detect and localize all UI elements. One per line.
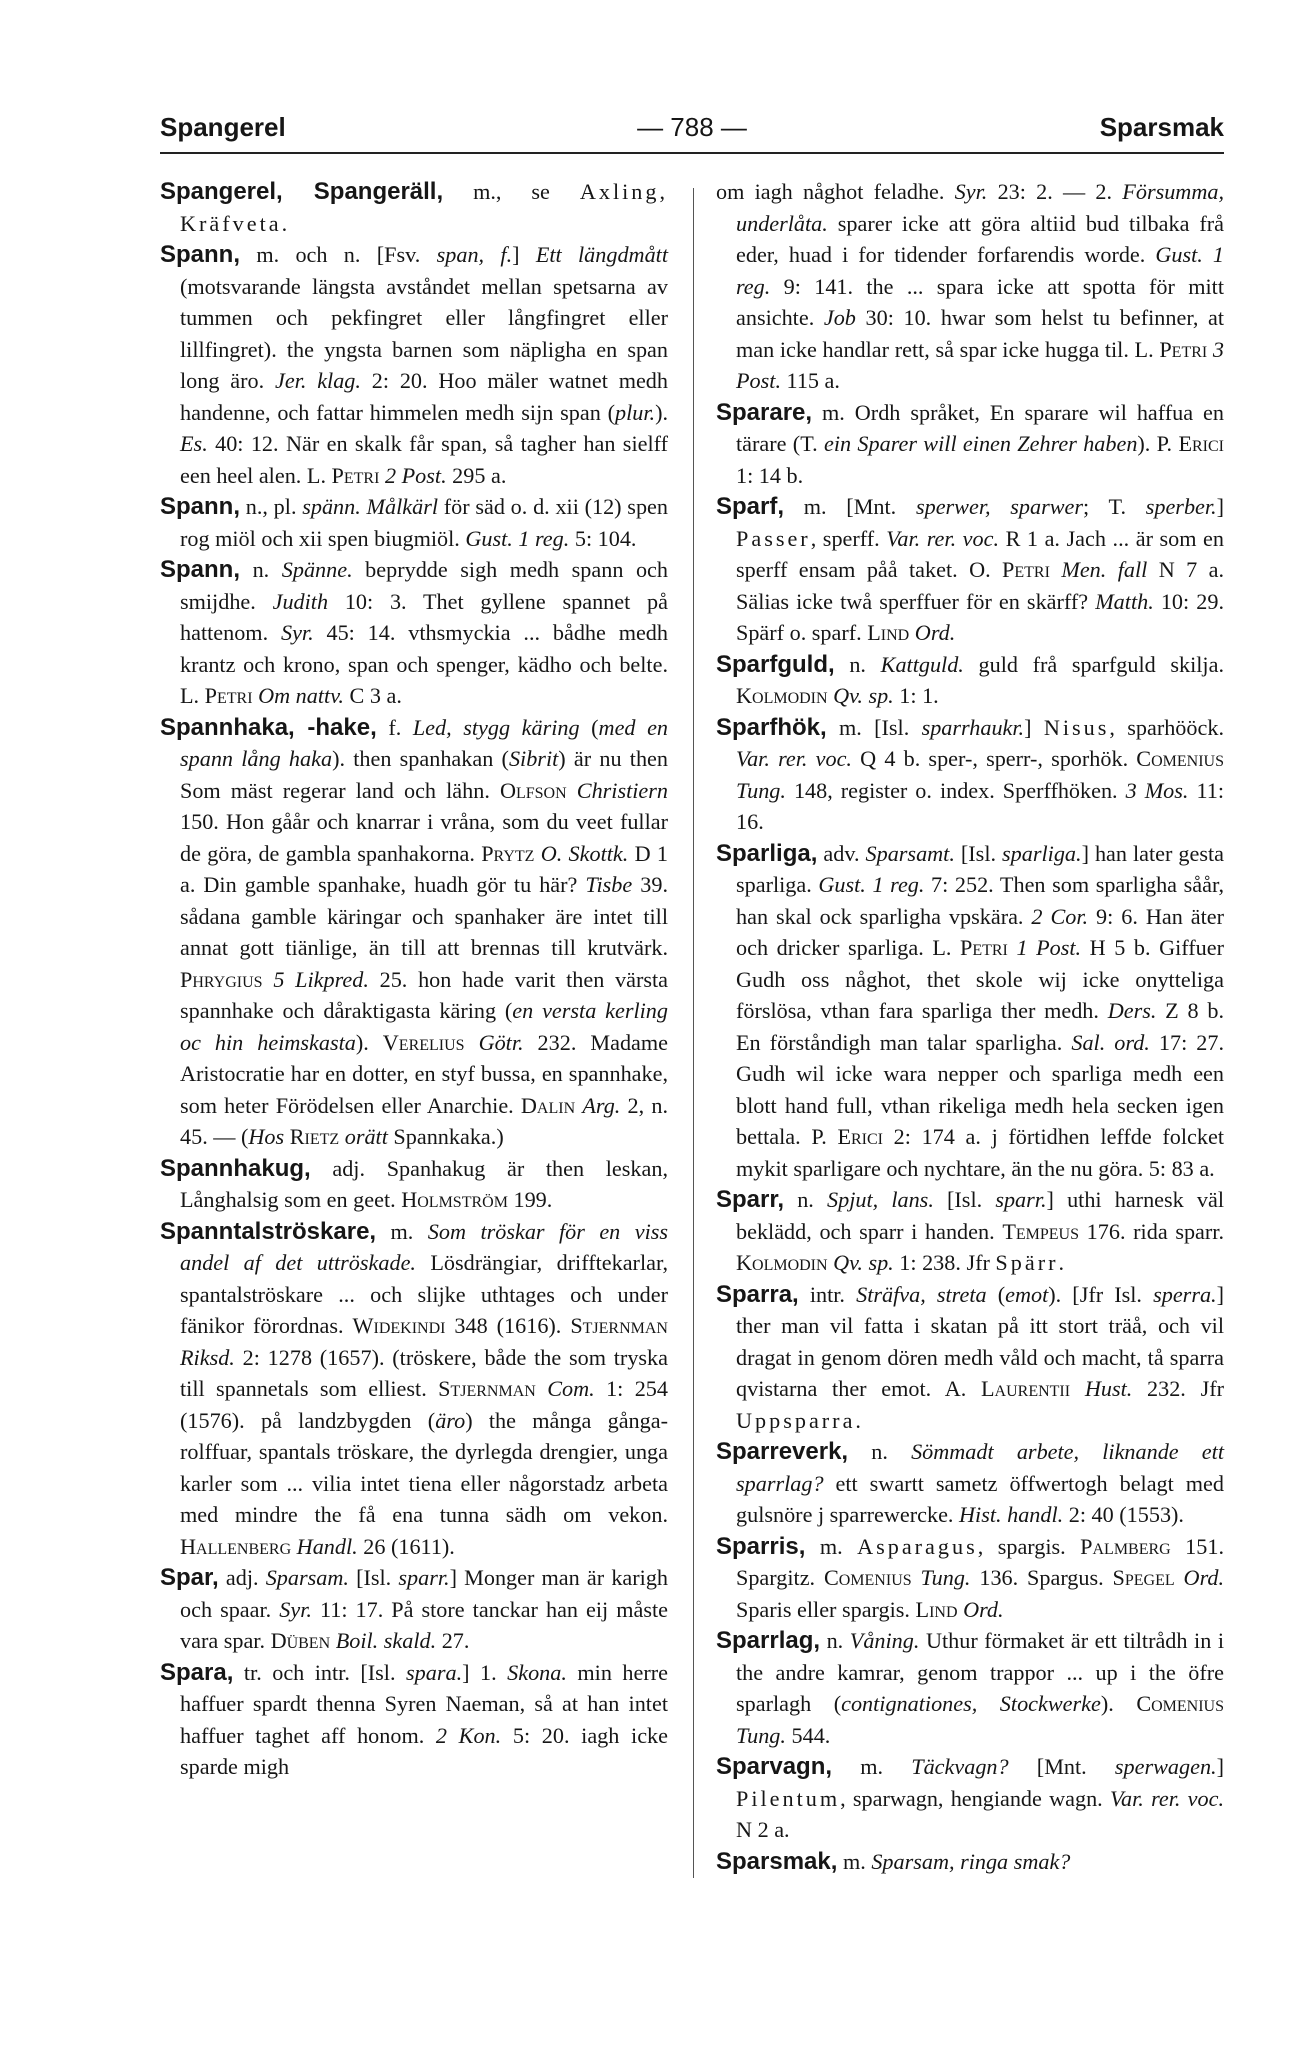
entry-text: . (1058, 1250, 1065, 1275)
entry-text: äro (435, 1407, 466, 1433)
dictionary-entry (716, 1279, 1224, 1437)
entry-text: Om nattv. (258, 683, 344, 708)
dictionary-entry (716, 1531, 1224, 1626)
entry-text: Spärr (995, 1250, 1059, 1275)
entry-text: Lind (915, 1596, 958, 1622)
entry-text: Handl. (296, 1533, 358, 1559)
entry-text: Comenius (1136, 746, 1224, 771)
entry-text: min herre haffuer spardt thenna Syren Naeman, så at han intet haffuer taghet aff honom. (180, 1659, 668, 1748)
entry-text: 2: 1278 (1657). (tröskere, både the som tryska till spannetals som elliest. (180, 1344, 668, 1401)
entry-text: 10: 29. Spärf o. sparf. (736, 588, 1224, 645)
entry-headword: Sparreverk, (716, 1438, 849, 1465)
entry-text: 3 Mos. (1125, 777, 1189, 803)
entry-text: 150. Hon gåår och knarrar i vråna, som du veet fullar de göra, de gambla spanhakorna. (180, 809, 668, 866)
entry-text: Men. fall (1061, 557, 1148, 582)
entry-text: Tung. (736, 1722, 786, 1748)
entry-headword: Sparsmak, (716, 1847, 838, 1875)
entry-text: [Isl. (933, 1187, 996, 1212)
entry-text: m., se (443, 179, 580, 204)
entry-text: . (855, 1407, 861, 1433)
entry-text: Petri (331, 462, 380, 488)
entry-text: med en spann lång haka (180, 714, 669, 771)
entry-text: n. (820, 1628, 850, 1653)
entry-text: Stjernman (570, 1313, 668, 1338)
entry-text (263, 967, 274, 992)
entry-text: sparr. (995, 1187, 1047, 1212)
entry-text: Gust. 1 reg. (818, 872, 925, 897)
dictionary-entry (716, 491, 1224, 649)
dictionary-entry (716, 1184, 1224, 1279)
entry-text: . (281, 210, 288, 236)
entry-headword: Sparliga, (716, 839, 818, 867)
dictionary-entry (160, 554, 668, 712)
entry-text: Ord. (1183, 1565, 1225, 1590)
entry-text: m. (837, 1848, 872, 1874)
entry-text: Dalin (520, 1092, 576, 1118)
dictionary-entry (716, 176, 1224, 397)
entry-text: m. Ordh språket, En sparare wil haffua en tärare (T. (736, 399, 1224, 456)
entry-text: Erici (1178, 431, 1224, 456)
entry-text: Försumma, underlåta. (736, 179, 1224, 236)
entry-text: 7: 252. Then som sparligha såår, han skal ock sparligha vpskära. (736, 872, 1225, 929)
entry-text: Matth. (1095, 588, 1154, 614)
entry-text: Tempeus (1002, 1218, 1079, 1244)
entry-text (912, 1565, 921, 1590)
entry-text: ( (986, 1281, 1006, 1307)
entry-text: 176. rida sparr. (1079, 1218, 1225, 1244)
entry-text: [Isl. (348, 1565, 399, 1590)
entry-text: Jer. klag. (274, 368, 361, 393)
entry-text: 5: 104. (569, 525, 637, 551)
entry-text: 27. (436, 1628, 470, 1653)
right-column (716, 176, 1224, 1877)
entry-text: Kolmodin (736, 1250, 828, 1275)
left-column (160, 176, 668, 1783)
entry-text: Sträfva, streta (856, 1281, 987, 1307)
entry-text: 2: 40 (1553). (1063, 1502, 1184, 1527)
entry-headword: Spannhakug, (160, 1154, 311, 1182)
entry-text: Var. rer. voc. (886, 525, 1000, 551)
entry-headword: Sparr, (716, 1186, 785, 1213)
entry-text: 5: 20. iagh icke sparde migh (180, 1722, 668, 1779)
entry-text (1175, 1565, 1184, 1590)
entry-text: C 3 a. (343, 683, 402, 708)
entry-text: 3 Post. (736, 336, 1225, 393)
entry-text: 199. (507, 1187, 553, 1212)
entry-text: spara. (406, 1659, 463, 1685)
entry-text: Som tröskar för en viss andel af det uttröskade. (180, 1218, 668, 1275)
entry-text: Passer (736, 525, 811, 551)
entry-text: R 1 a. Jach ... är som en sperff ensam påå taket. O. (736, 525, 1225, 582)
entry-text: ) the många gånga-rolffuar, spantals tröskare, the dyrlegda drengier, unga karler som ... vilia intet tiena eller någorstadz arbeta med mindre the få ena tunna sädh om vekon. (180, 1407, 668, 1527)
entry-text: Es. (180, 431, 208, 456)
entry-text: ett swartt sametz öffwertogh belagt med gulsnöre j sparrewercke. (736, 1470, 1224, 1527)
entry-text: Uppsparra (736, 1407, 856, 1433)
entry-text: Sparsamt. (865, 840, 955, 866)
entry-text: 2 Kon. (435, 1722, 502, 1748)
entry-text: Ord. (963, 1596, 1004, 1622)
entry-text: Olfson (499, 777, 567, 803)
entry-text: intr. (798, 1281, 857, 1307)
entry-text: n. (834, 651, 881, 677)
dictionary-entry (716, 712, 1224, 838)
entry-text: ). [Jfr Isl. (1048, 1281, 1154, 1307)
entry-text: 1 Post. (1016, 935, 1082, 960)
entry-text: Spegel (1112, 1565, 1175, 1590)
entry-text: Laurentii (981, 1376, 1071, 1401)
entry-text: plur. (614, 399, 656, 425)
dictionary-entry (160, 1216, 668, 1563)
entry-text: 1: 1. (893, 683, 939, 708)
entry-text: 2 Cor. (1031, 903, 1089, 929)
entry-text: 17: 27. Gudh wil icke wara nepper och sparliga medh een blott hand full, vthan rikeliga medh hela secken igen bettala. P. (736, 1029, 1224, 1149)
dictionary-entry (716, 1625, 1224, 1751)
entry-text: sperwer, sparwer (915, 494, 1084, 519)
entry-text: 115 a. (781, 368, 840, 393)
dictionary-entry (160, 239, 668, 491)
entry-text: 39. sådana gamble käringar och spanhaker äre intet till annat gott tiänlige, än till att brennas till krutvärk. (180, 872, 668, 960)
entry-text: contignationes, Stockwerke (841, 1691, 1101, 1716)
entry-text: Qv. sp. (833, 683, 894, 708)
entry-text: sparr. (398, 1565, 450, 1590)
dictionary-entry (716, 397, 1224, 492)
entry-text: 232. Jfr (1132, 1376, 1224, 1401)
dictionary-entry (160, 176, 668, 239)
entry-text: n. (848, 1439, 912, 1464)
entry-text: 151. Spargitz. (736, 1533, 1224, 1590)
entry-text: 11: 16. (736, 777, 1224, 834)
entry-text: ). (1100, 1691, 1137, 1716)
entry-text: Led, stygg käring (412, 714, 580, 740)
entry-text: Rietz (289, 1124, 340, 1149)
entry-text: N 7 a. Sälias icke twå sperffuer för en skärff? (736, 557, 1225, 614)
entry-text: Syr. (954, 179, 988, 204)
entry-text: ] (512, 242, 536, 267)
entry-text: 2, n. 45. — ( (180, 1092, 668, 1149)
entry-text: Job (823, 305, 856, 330)
entry-text: (motsvarande längsta avståndet mellan spetsarna av tummen och pekfingret eller långfingret eller lillfingret). the yngsta barnen som näpligha en span long äro. (180, 273, 668, 393)
entry-headword: Spar, (160, 1564, 219, 1591)
entry-text: ] uthi harnesk väl beklädd, och sparr i handen. (736, 1187, 1225, 1244)
entry-text: sparer icke att göra altiid bud tilbaka frå eder, huad i for tidender forfarendis worde. (736, 210, 1224, 267)
entry-text: Hust. (1084, 1376, 1133, 1401)
entry-text: Petri (1159, 336, 1208, 362)
entry-text: Q 4 b. sper-, sperr-, sporhök. (851, 746, 1137, 771)
entry-text: 11: 17. På store tanckar han eij måste vara spar. (180, 1596, 669, 1653)
entry-text: Petri (204, 683, 253, 708)
entry-text: Syr. (280, 620, 314, 645)
entry-text: Boil. skald. (335, 1628, 437, 1653)
entry-text: Syr. (279, 1596, 312, 1622)
entry-text: O. Skottk. (540, 840, 629, 866)
entry-headword: Sparfguld, (716, 650, 835, 678)
dictionary-entry (160, 1657, 668, 1783)
entry-text: sparliga. (1002, 840, 1082, 866)
entry-text: Var. rer. voc. (1109, 1785, 1225, 1811)
entry-text: 544. (785, 1722, 831, 1748)
entry-text: 9: 6. Han äter och dricker sparliga. L. (736, 903, 1224, 960)
entry-headword: Spann, (160, 241, 241, 268)
entry-text: n. (240, 557, 282, 582)
entry-headword: Spara, (160, 1658, 234, 1686)
entry-text: Gust. 1 reg. (465, 525, 570, 551)
entry-text: Ett längdmått (535, 242, 669, 267)
header-right-guideword: Sparsmak (1099, 112, 1224, 142)
entry-text: Asparagus (857, 1533, 978, 1559)
entry-text: n. (784, 1187, 828, 1212)
entry-text: Sparsam. (265, 1565, 349, 1590)
entry-text: ] (1216, 1754, 1224, 1779)
entry-text: Våning. (849, 1628, 920, 1653)
entry-text: Qv. sp. (833, 1250, 894, 1275)
dictionary-entry (716, 1751, 1224, 1846)
entry-text: ] Monger man är karigh och spaar. (180, 1565, 669, 1622)
entry-text: ) är nu then Som mäst regerar land och lähn. (180, 746, 669, 803)
entry-text: Pilentum (736, 1785, 841, 1811)
entry-text: 348 (1616). (445, 1313, 571, 1338)
entry-text: Nisus (1043, 714, 1110, 740)
entry-headword: Sparfhök, (716, 713, 827, 741)
entry-text: ein Sparer will einen Zehrer haben (823, 431, 1138, 456)
page-header (160, 112, 1224, 152)
entry-text: ] (1024, 714, 1044, 740)
dictionary-entry (716, 1846, 1224, 1878)
entry-text (1070, 1376, 1085, 1401)
entry-headword: Sparare, (716, 398, 813, 426)
entry-text: 45: 14. vthsmyckia ... bådhe medh krantz och krono, span och spenger, kädho och belte. L. (180, 620, 668, 708)
entry-text: Erici (837, 1124, 883, 1149)
entry-text: emot (1005, 1281, 1049, 1307)
entry-text: Hist. handl. (959, 1502, 1064, 1527)
entry-text: Hos (248, 1124, 285, 1149)
entry-text: 148, register o. index. Sperffhöken. (785, 777, 1126, 803)
entry-headword: Spann, (160, 493, 241, 520)
entry-text: Phrygius (180, 966, 263, 992)
page-number: — 788 — (637, 112, 747, 142)
entry-text: Tisbe (585, 872, 633, 897)
entry-text: 1: 14 b. (736, 462, 804, 488)
entry-text: Skona. (507, 1659, 567, 1685)
entry-text: Ders. (1107, 998, 1157, 1023)
entry-text: 1: 238. Jfr (893, 1250, 996, 1275)
entry-text: Gust. 1 reg. (736, 242, 1224, 299)
entry-text: ). (655, 399, 668, 425)
entry-text: spänn. Målkärl (302, 494, 439, 519)
entry-text: om iagh någhot feladhe. (716, 179, 955, 204)
entry-text: 2 Post. (384, 462, 447, 488)
entry-text: Uthur förmaket är ett tiltrådh in i the andre kamrar, genom trappor ... up i the öfre sparlagh ( (736, 1628, 1225, 1716)
entry-text: ). then spanhakan ( (332, 746, 509, 771)
entry-text: 1: 254 (1576). på landzbygden ( (180, 1376, 668, 1433)
entry-text: Sparis eller spargis. (736, 1596, 916, 1622)
entry-text: ( (579, 714, 599, 740)
entry-text: Hallenberg (180, 1533, 292, 1559)
entry-text: Com. (547, 1376, 595, 1401)
dictionary-entry (160, 491, 668, 554)
entry-headword: Spannhaka, -hake, (160, 713, 377, 741)
entry-text: m. [Mnt. (784, 494, 916, 519)
entry-text: Spänne. (281, 557, 353, 582)
entry-text (1050, 557, 1061, 582)
entry-text: 9: 141. the ... spara icke att spotta för mitt ansichte. (736, 273, 1224, 330)
entry-text: , sparhööck. (1109, 714, 1224, 740)
entry-text: N 2 a. (736, 1817, 790, 1842)
entry-text: 40: 12. När en skalk får span, så tagher han sielff een heel alen. L. (180, 431, 668, 488)
entry-text: n., pl. (240, 494, 303, 519)
entry-text: 30: 10. hwar som helst tu befinner, at man icke handlar rett, så spar icke hugga til. L. (736, 305, 1224, 362)
entry-text: Petri (1002, 557, 1050, 582)
entry-text: 10: 3. Thet gyllene spannet på hattenom. (180, 588, 668, 645)
entry-headword: Sparra, (716, 1280, 799, 1308)
dictionary-entry (716, 1436, 1224, 1531)
dictionary-entry (716, 838, 1224, 1185)
entry-text: 5 Likpred. (273, 966, 369, 992)
entry-text: adj. (218, 1565, 266, 1590)
entry-text: Comenius (1136, 1691, 1225, 1716)
entry-headword: Sparvagn, (716, 1753, 833, 1780)
entry-text: Sparsam, ringa smak? (871, 1848, 1071, 1874)
entry-text: 25. hon hade varit then värsta spannhake och dåraktigasta käring ( (180, 966, 668, 1023)
entry-text: Spjut, lans. (827, 1187, 934, 1212)
entry-text: D 1 a. Din gamble spanhake, huadh gör tu här? (180, 840, 668, 897)
entry-headword: Sparrlag, (716, 1627, 821, 1654)
entry-text: Prytz (481, 840, 535, 866)
entry-text: [Mnt. (1008, 1754, 1115, 1779)
entry-text: Var. rer. voc. (736, 746, 852, 771)
entry-text (465, 1030, 479, 1055)
entry-text: 295 a. (446, 462, 507, 488)
entry-text: f. (376, 714, 413, 740)
entry-text: Täckvagn? (911, 1754, 1009, 1779)
entry-text: ] 1. (462, 1659, 508, 1685)
entry-text: Comenius (823, 1565, 912, 1590)
entry-text: 26 (1611). (357, 1533, 455, 1559)
entry-headword: Sparf, (716, 493, 785, 520)
entry-text: H 5 b. Giffuer Gudh oss någhot, thet skole wij icke onytteliga förslösa, vthan fara sparliga ther medh. (736, 935, 1225, 1023)
entry-text: sparrhaukr. (921, 714, 1025, 740)
entry-text: Petri (960, 935, 1008, 960)
entry-text: sperwagen. (1114, 1754, 1217, 1779)
entry-text: m. [Isl. (826, 714, 922, 740)
header-rule (160, 152, 1224, 154)
entry-text: 232. Madame Aristocratie har en dotter, en styf bussa, en spannhake, som heter Förödelsen eller Anarchie. (180, 1029, 668, 1118)
entry-text: sperra. (1153, 1281, 1217, 1307)
entry-text: Christiern (576, 777, 669, 803)
entry-text: tr. och intr. [Isl. (233, 1659, 407, 1685)
entry-headword: Sparris, (716, 1532, 806, 1560)
entry-text: , sperff. (810, 525, 887, 551)
entry-text: Stjernman (438, 1376, 536, 1401)
entry-text: 2: 20. Hoo mäler watnet medh handenne, och fattar himmelen medh sijn span ( (180, 368, 668, 425)
entry-text: Widekindi (352, 1313, 446, 1338)
entry-text: 2: 174 a. j förtidhen leffde folcket mykit sparligare och nychtare, än the nu göra. 5: 83 a. (736, 1124, 1225, 1181)
entry-text: Axling, Kräfveta (180, 179, 669, 236)
entry-text: Verelius (382, 1029, 465, 1055)
entry-text: Sibrit (508, 746, 559, 771)
entry-text: beprydde sigh medh spann och smijdhe. (180, 557, 668, 614)
entry-text: Tung. (736, 777, 786, 803)
entry-text: adj. Spanhakug är then leskan, Långhalsig som en geet. (180, 1155, 668, 1212)
entry-text: Sal. ord. (1071, 1029, 1150, 1055)
entry-text: Riksd. (180, 1344, 235, 1370)
entry-text: m. (832, 1754, 912, 1779)
column-separator (693, 188, 694, 1878)
entry-text: orätt (344, 1124, 388, 1149)
entry-headword: Spann, (160, 556, 241, 583)
entry-text: m. (805, 1533, 858, 1559)
entry-text: en versta kerling oc hin heimskasta (180, 998, 668, 1055)
entry-text: Lind (867, 620, 910, 645)
entry-text: [Isl. (954, 840, 1003, 866)
dictionary-entry (716, 649, 1224, 712)
entry-text: Judith (272, 588, 329, 614)
entry-text: sperber. (1145, 494, 1217, 519)
dictionary-entry (160, 1562, 668, 1657)
entry-text: , sparwagn, hengiande wagn. (840, 1785, 1110, 1811)
entry-text: Spannkaka.) (387, 1124, 504, 1149)
entry-text: Kolmodin (736, 683, 828, 708)
entry-text: ). P. (1137, 431, 1179, 456)
dictionary-entry (160, 1153, 668, 1216)
entry-text: Holmström (401, 1187, 508, 1212)
entry-headword: Spangerel, Spangeräll, (160, 178, 444, 205)
entry-text: Kattguld. (880, 651, 964, 677)
dictionary-entry (160, 712, 668, 1153)
entry-text: ] han later gesta sparliga. (736, 840, 1224, 897)
entry-text: ). (355, 1029, 383, 1055)
entry-text: m. och n. [Fsv. (240, 242, 437, 267)
entry-text: guld frå sparfguld skilja. (963, 651, 1224, 677)
entry-text: , spargis. (977, 1533, 1081, 1559)
entry-text: Düben (270, 1628, 331, 1653)
entry-text: 136. Spargus. (970, 1565, 1113, 1590)
entry-text (536, 1376, 547, 1401)
entry-text: adv. (817, 840, 866, 866)
entry-text: ] (1216, 494, 1224, 519)
entry-text: Arg. (582, 1092, 621, 1118)
entry-text (567, 778, 577, 803)
entry-text: span, f. (436, 242, 513, 267)
entry-text: ] ther man vil fatta i skatan på itt stort träå, och vil dragat in genom dören medh våld och macht, tå sparra qvistarna ther emot. A. (736, 1281, 1224, 1401)
entry-text: Tung. (920, 1565, 971, 1590)
entry-text: Götr. (478, 1029, 524, 1055)
entry-text: Sömmadt arbete, liknande ett sparrlag? (736, 1439, 1224, 1496)
entry-text: Z 8 b. En förståndigh man talar sparligha. (736, 998, 1224, 1055)
header-left-guideword: Spangerel (160, 112, 286, 142)
entry-text: 23: 2. — 2. (987, 179, 1123, 204)
entry-text: Palmberg (1080, 1533, 1171, 1559)
entry-text: för säd o. d. xii (12) spen rog miöl och xii spen biugmiöl. (180, 494, 668, 551)
entry-headword: Spanntalströskare, (160, 1217, 377, 1245)
entry-text: m. (376, 1218, 428, 1244)
entry-text: ; T. (1083, 494, 1146, 519)
entry-text: Lösdrängiar, drifftekarlar, spantalströskare ... och slijke uthtages och under fänikor förordnas. (180, 1250, 668, 1338)
entry-text: Ord. (914, 620, 956, 645)
